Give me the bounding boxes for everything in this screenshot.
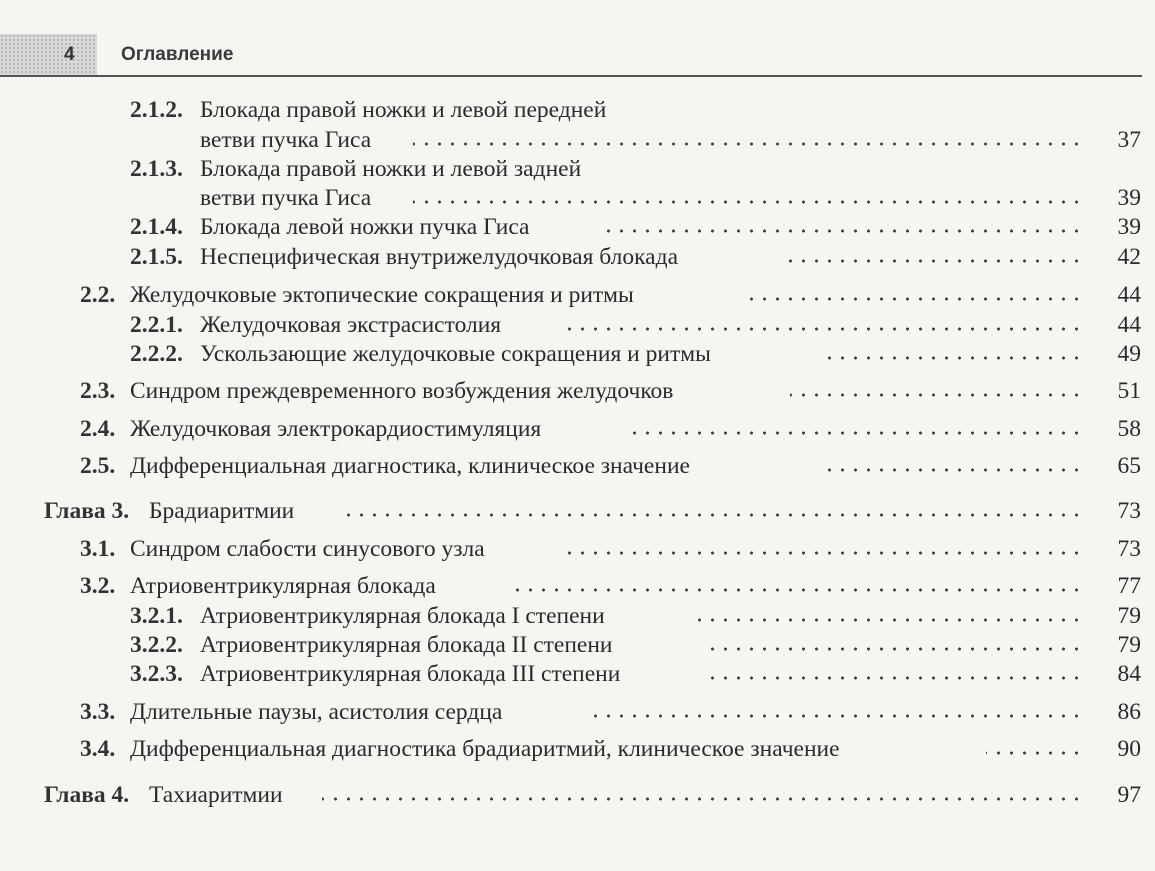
toc-entry-2-2-1 [0,311,1155,339]
toc-entry-title: Дифференциальная диагностика брадиаритмий, клиническое значение [130,736,840,762]
dot-leader [413,184,1083,212]
dot-leader [413,126,1083,154]
toc-entry-3-2-3 [0,660,1155,688]
toc-entry-page: 44 [1117,312,1141,338]
toc-entry-number: 2.3. [80,378,116,404]
toc-entry-title: Желудочковая электрокардиостимуляция [130,416,542,442]
toc-entry-title: Ускользающие желудочковые сокращения и ритмы [200,341,711,367]
toc-entry-title: Неспецифическая внутрижелудочковая блокада [200,244,678,270]
dot-leader [588,698,1083,726]
toc-chapter-number: Глава 3. [44,498,130,524]
toc-entry-title: ветви пучка Гиса [200,185,372,211]
toc-chapter-number: Глава 4. [44,782,130,808]
toc-entry-title: Атриовентрикулярная блокада II степени [200,632,613,658]
toc-entry-2-1-2-line1: Блокада правой ножки и левой передней [200,97,607,123]
toc-entry-page: 65 [1117,453,1141,479]
toc-entry-number: 2.2.1. [130,312,183,338]
toc-entry-number: 2.2.2. [130,341,183,367]
toc-entry-page: 39 [1117,214,1141,240]
toc-entry-title: Длительные паузы, асистолия сердца [130,699,503,725]
toc-entry-number: 2.1.2. [130,97,183,123]
toc-entry-page: 49 [1117,341,1141,367]
toc-entry-page: 51 [1117,378,1141,404]
toc-chapter-4 [0,781,1155,809]
dot-leader [742,281,1083,309]
dot-leader [818,452,1083,480]
toc-entry-number: 2.5. [80,453,116,479]
toc-entry-2-5 [0,452,1155,480]
toc-entry-number: 2.1.5. [130,244,183,270]
toc-entry-number: 3.3. [80,699,116,725]
toc-entry-2-2-2 [0,340,1155,368]
dot-leader [632,415,1083,443]
toc-entry-page: 39 [1117,185,1141,211]
toc-entry-title: Блокада левой ножки пучка Гиса [200,214,530,240]
dot-leader [696,602,1083,630]
toc-entry-3-2 [0,572,1155,600]
toc-entry-title: Атриовентрикулярная блокада [130,573,436,599]
toc-entry-3-4 [0,735,1155,763]
dot-leader [602,213,1083,241]
toc-entry-page: 58 [1117,416,1141,442]
toc-entry-page: 42 [1117,244,1141,270]
toc-chapter-title: Брадиаритмии [149,498,295,524]
toc-entry-title: Дифференциальная диагностика, клиническое значение [130,453,690,479]
toc-entry-title: ветви пучка Гиса [200,127,372,153]
toc-entry-number: 3.2.1. [130,603,183,629]
toc-entry-3-3 [0,698,1155,726]
toc-entry-3-2-2 [0,631,1155,659]
toc-entry-number: 2.4. [80,416,116,442]
dot-leader [710,660,1083,688]
toc-entry-page: 79 [1117,603,1141,629]
toc-entry-2-1-3-line1: Блокада правой ножки и левой задней [200,156,582,182]
toc-entry-page: 97 [1117,782,1141,808]
dot-leader [702,631,1083,659]
toc-entry-title: Синдром слабости синусового узла [130,536,485,562]
toc-entry-page: 77 [1117,573,1141,599]
toc-entry-title: Желудочковые эктопические сокращения и ритмы [130,282,634,308]
toc-entry-page: 37 [1117,127,1141,153]
toc-entry-number: 3.2.3. [130,661,183,687]
toc-entry-number: 3.4. [80,736,116,762]
toc-entry-title: Атриовентрикулярная блокада I степени [200,603,605,629]
dot-leader [338,497,1083,525]
toc-entry-page: 44 [1117,282,1141,308]
toc-entry-title: Желудочковая экстрасистолия [200,312,502,338]
toc-entry-number: 3.2. [80,573,116,599]
toc-entry-page: 79 [1117,632,1141,658]
toc-chapter-title: Тахиаритмии [149,782,283,808]
toc-entry-page: 90 [1117,736,1141,762]
toc-entry-2-1-5 [0,243,1155,271]
toc-entry-2-2 [0,281,1155,309]
toc-entry-title: Синдром преждевременного возбуждения желудочков [130,378,674,404]
toc-entry-page: 84 [1117,661,1141,687]
toc-entry-page: 73 [1117,536,1141,562]
toc-entry-number: 2.2. [80,282,116,308]
toc-entry-number: 2.1.3. [130,156,183,182]
dot-leader [780,243,1083,271]
dot-leader [568,311,1083,339]
dot-leader [563,535,1083,563]
toc-entry-3-1 [0,535,1155,563]
toc-entry-page: 73 [1117,498,1141,524]
page-number: 4 [64,44,75,65]
dot-leader [508,572,1083,600]
dot-leader [986,735,1083,763]
toc-entry-page: 86 [1117,699,1141,725]
dot-leader [790,377,1083,405]
dot-leader [322,781,1083,809]
toc-chapter-3 [0,497,1155,525]
toc-entry-title: Атриовентрикулярная блокада III степени [200,661,621,687]
toc-entry-3-2-1 [0,602,1155,630]
running-header-title: Оглавление [121,44,234,65]
toc-entry-number: 3.2.2. [130,632,183,658]
toc-entry-number: 3.1. [80,536,116,562]
toc-entry-number: 2.1.4. [130,214,183,240]
dot-leader [818,340,1083,368]
toc-entry-2-4 [0,415,1155,443]
toc-entry-2-1-4 [0,213,1155,241]
toc-entry-2-3 [0,377,1155,405]
